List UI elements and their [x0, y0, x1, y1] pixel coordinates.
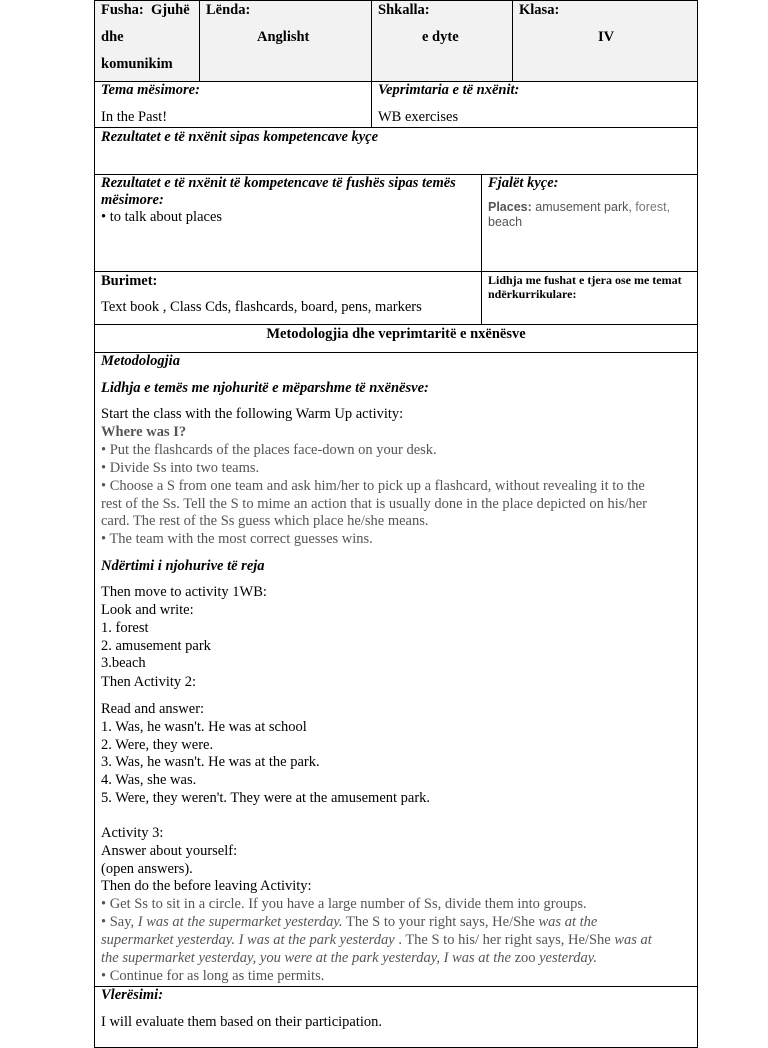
- activity-line: Then move to activity 1WB:: [101, 584, 267, 600]
- fusha-label: Fusha:: [101, 2, 144, 18]
- activity-line: Activity 3:: [101, 825, 164, 841]
- lenda-value: Anglisht: [257, 29, 310, 45]
- lenda-cell: [199, 1, 371, 81]
- tema-value: In the Past!: [101, 109, 168, 125]
- vleresimi-label: Vlerësimi:: [101, 987, 164, 1003]
- rezultatet-fushes-label-2: mësimore:: [101, 192, 164, 208]
- vleresimi-text: I will evaluate them based on their participation.: [101, 1014, 383, 1030]
- klasa-cell: [512, 1, 697, 81]
- activity-line: Then do the before leaving Activity:: [101, 878, 312, 894]
- warmup-step-cont: rest of the Ss. Tell the S to mime an action that is usually done in the place depicted on his/her: [101, 496, 647, 512]
- warmup-title: Where was I?: [101, 424, 187, 440]
- lidhja-fushat-label: Lidhja me fushat e tjera ose me temat: [488, 273, 682, 287]
- places-amusement: amusement park,: [531, 200, 632, 214]
- warmup-intro: Start the class with the following Warm Up activity:: [101, 406, 404, 422]
- klasa-label: Klasa:: [519, 2, 560, 18]
- body-row: [94, 353, 698, 987]
- leaving-step-cont: supermarket yesterday. I was at the park yesterday . The S to his/ her right says, He/She was at: [101, 932, 652, 948]
- answer-line: 4. Was, she was.: [101, 772, 197, 788]
- topic-row: [94, 81, 698, 128]
- rezultatet-fushes-row: [94, 175, 698, 272]
- activity-line: Look and write:: [101, 602, 194, 618]
- warmup-step: • The team with the most correct guesses wins.: [101, 531, 373, 547]
- ndertimi-heading: Ndërtimi i njohurive të reja: [101, 558, 265, 574]
- shkalla-cell: [371, 1, 512, 81]
- lidhja-fushat-cell: [481, 272, 697, 324]
- fusha-value: Gjuhë: [150, 2, 190, 18]
- burimet-value: Text book , Class Cds, flashcards, board, pens, markers: [101, 299, 422, 315]
- places-label: Places:: [488, 200, 532, 214]
- header-row: [94, 0, 698, 82]
- klasa-value: IV: [598, 29, 615, 45]
- warmup-step: • Put the flashcards of the places face-down on your desk.: [101, 442, 437, 458]
- answer-line: 3. Was, he wasn't. He was at the park.: [101, 754, 320, 770]
- rezultatet-kyce-row: [94, 128, 698, 175]
- shkalla-value: e dyte: [422, 29, 459, 45]
- warmup-step: • Choose a S from one team and ask him/her to pick up a flashcard, without revealing it to the: [101, 478, 645, 494]
- burimet-row: [94, 272, 698, 325]
- fjalet-label: Fjalët kyçe:: [488, 175, 559, 191]
- answer-line: 2. amusement park: [101, 638, 211, 654]
- rezultatet-fushes-cell: [95, 175, 481, 271]
- lidhja-fushat-label-2: ndërkurrikulare:: [488, 287, 577, 301]
- leaving-step: • Continue for as long as time permits.: [101, 968, 325, 984]
- answer-line: 5. Were, they weren't. They were at the amusement park.: [101, 790, 431, 806]
- vleresimi-row: [94, 987, 698, 1048]
- metodologjia-heading: Metodologjia: [101, 353, 180, 369]
- veprimtaria-cell: [371, 81, 697, 127]
- leaving-step: • Say, I was at the supermarket yesterday. The S to your right says, He/She was at the: [101, 914, 598, 930]
- lenda-label: Lënda:: [206, 2, 251, 18]
- fusha-value-3: komunikim: [101, 56, 173, 72]
- fusha-value-2: dhe: [101, 29, 124, 45]
- leaving-step-cont: the supermarket yesterday, you were at the park yesterday, I was at the zoo yesterday.: [101, 950, 597, 966]
- rezultatet-fushes-label: Rezultatet e të nxënit të kompetencave të fushës sipas temës: [101, 175, 456, 191]
- answer-line: 3.beach: [101, 655, 146, 671]
- burimet-cell: [95, 272, 481, 324]
- metodologjia-header-row: [94, 325, 698, 353]
- warmup-step-cont: card. The rest of the Ss guess which place he/she means.: [101, 513, 429, 529]
- places-beach: beach: [488, 215, 523, 229]
- answer-line: 1. forest: [101, 620, 149, 636]
- leaving-step: • Get Ss to sit in a circle. If you have a large number of Ss, divide them into groups.: [101, 896, 587, 912]
- fusha-cell: [95, 1, 199, 81]
- rezultatet-kyce-label: Rezultatet e të nxënit sipas kompetencave kyçe: [101, 129, 379, 145]
- answer-line: 2. Were, they were.: [101, 737, 214, 753]
- veprimtaria-value: WB exercises: [378, 109, 459, 125]
- tema-cell: [95, 81, 371, 127]
- shkalla-label: Shkalla:: [378, 2, 430, 18]
- lidhja-heading: Lidhja e temës me njohuritë e mëparshme të nxënësve:: [101, 380, 429, 396]
- activity-line: Then Activity 2:: [101, 674, 197, 690]
- burimet-label: Burimet:: [101, 273, 158, 289]
- metodologjia-header: Metodologjia dhe veprimtaritë e nxënësve: [266, 326, 526, 342]
- warmup-step: • Divide Ss into two teams.: [101, 460, 260, 476]
- answer-line: 1. Was, he wasn't. He was at school: [101, 719, 307, 735]
- veprimtaria-label: Veprimtaria e të nxënit:: [378, 82, 520, 98]
- objective-bullet: • to talk about places: [101, 209, 223, 225]
- activity-line: Answer about yourself:: [101, 843, 238, 859]
- places-forest: forest,: [631, 200, 671, 214]
- activity-line: (open answers).: [101, 861, 193, 877]
- tema-label: Tema mësimore:: [101, 82, 200, 98]
- activity-line: Read and answer:: [101, 701, 205, 717]
- fjalet-cell: [481, 175, 697, 271]
